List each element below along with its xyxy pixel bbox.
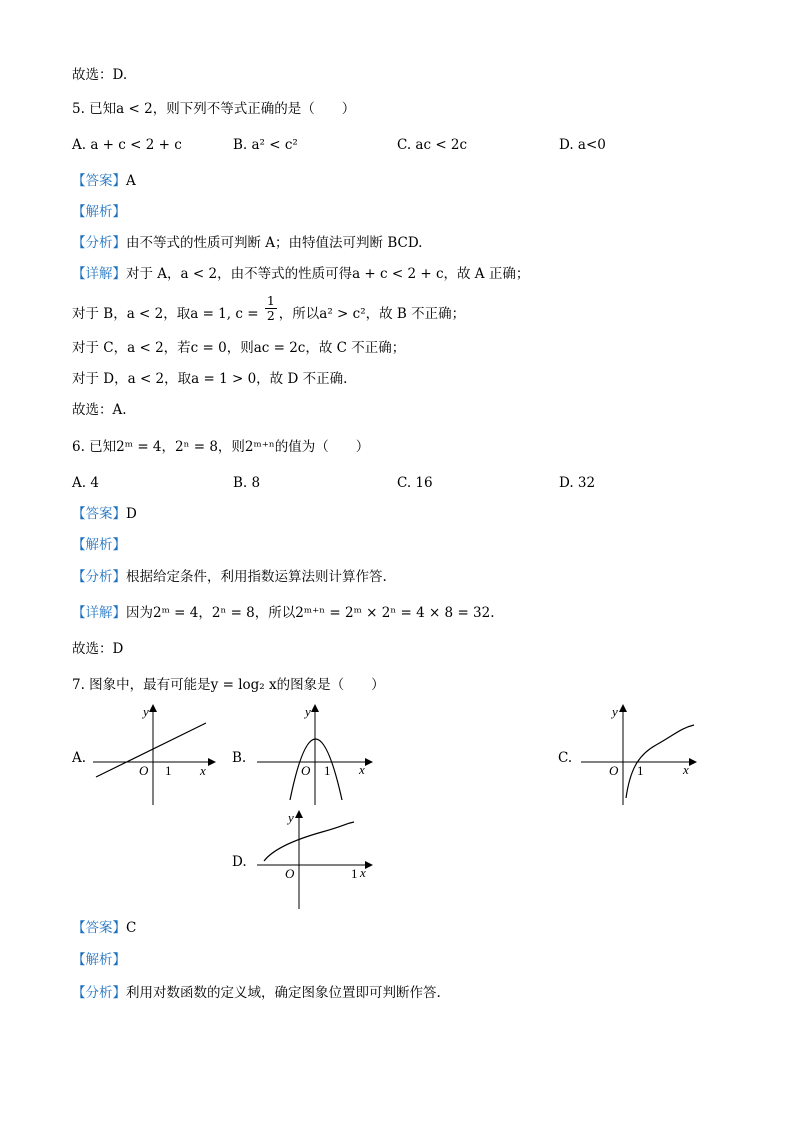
graph-b-x-label: x xyxy=(359,762,365,777)
fraction-numerator: 1 xyxy=(266,293,275,308)
graph-c-origin: O xyxy=(609,763,619,778)
q5-option-c: C. ac < 2c xyxy=(397,137,468,153)
xiangjie-tag: 【详解】 xyxy=(72,605,126,621)
graph-a-y-arrow xyxy=(149,704,157,712)
graph-b-x-arrow xyxy=(365,758,373,766)
fraction-one-half xyxy=(265,294,277,323)
fenxi-tag: 【分析】 xyxy=(72,569,126,585)
q5-analysis-heading: 【解析】 xyxy=(72,204,126,220)
graph-d-y-label: y xyxy=(288,810,294,825)
q6-analysis-heading: 【解析】 xyxy=(72,537,126,553)
q6-fenxi xyxy=(72,567,387,587)
graph-b-label: B. xyxy=(232,750,247,766)
graph-b-y-label: y xyxy=(305,704,311,719)
fenxi-text: 利用对数函数的定义域，确定图象位置即可判断作答. xyxy=(126,985,441,1001)
graph-a-curve xyxy=(96,723,206,777)
graph-d-origin: O xyxy=(285,866,295,881)
graph-c-y-arrow xyxy=(619,704,627,712)
fenxi-text: 根据给定条件，利用指数运算法则计算作答. xyxy=(126,569,387,585)
q5-stem: 5. 已知a < 2，则下列不等式正确的是（ ） xyxy=(72,101,356,117)
q6-option-a: A. 4 xyxy=(72,475,99,491)
q7-answer xyxy=(72,918,136,938)
q6-answer xyxy=(72,504,137,524)
answer-tag: 【答案】 xyxy=(72,506,126,522)
answer-value: C xyxy=(126,920,137,936)
xiangjie-text: 因为2ᵐ = 4，2ⁿ = 8，所以2ᵐ⁺ⁿ = 2ᵐ × 2ⁿ = 4 × 8 = 32. xyxy=(126,605,495,621)
graph-d-y-arrow xyxy=(295,810,303,818)
answer-tag: 【答案】 xyxy=(72,920,126,936)
xiangjie-tag: 【详解】 xyxy=(72,266,126,282)
graph-c xyxy=(576,700,701,810)
graph-d xyxy=(252,806,377,914)
q6-options xyxy=(72,473,732,493)
q5-case-c: 对于 C，a < 2，若c = 0，则ac = 2c，故 C 不正确； xyxy=(72,340,406,356)
graph-a-tick: 1 xyxy=(165,763,172,778)
q6-xiangjie xyxy=(72,603,495,623)
fenxi-text: 由不等式的性质可判断 A；由特值法可判断 BCD. xyxy=(126,235,423,251)
q7-stem: 7. 图象中，最有可能是y = log₂ x的图象是（ ） xyxy=(72,677,385,693)
graph-d-x-arrow xyxy=(365,861,373,869)
graph-b-y-arrow xyxy=(311,704,319,712)
graph-c-tick: 1 xyxy=(637,763,644,778)
graph-d-tick: 1 xyxy=(351,866,358,881)
q5-case-b xyxy=(72,293,466,330)
answer-value: D xyxy=(126,506,137,522)
q7-analysis-heading: 【解析】 xyxy=(72,952,126,968)
answer-tag: 【答案】 xyxy=(72,173,126,189)
q5-conclusion: 故选：A. xyxy=(72,402,127,418)
graph-a-x-label: x xyxy=(200,763,206,778)
graph-c-x-label: x xyxy=(683,762,689,777)
q5-case-d: 对于 D，a < 2，取a = 1 > 0，故 D 不正确. xyxy=(72,371,348,387)
graph-a-origin: O xyxy=(139,763,149,778)
q5-options xyxy=(72,135,732,155)
fenxi-tag: 【分析】 xyxy=(72,235,126,251)
case-b-post: ，所以a² > c²，故 B 不正确； xyxy=(278,306,466,322)
q6-option-c: C. 16 xyxy=(397,475,433,491)
q5-answer xyxy=(72,171,136,191)
graph-c-y-label: y xyxy=(612,704,618,719)
graph-b xyxy=(252,700,377,810)
q6-option-b: B. 8 xyxy=(233,475,261,491)
q5-option-a: A. a + c < 2 + c xyxy=(72,137,182,153)
fraction-denominator: 2 xyxy=(266,308,275,323)
q5-fenxi xyxy=(72,233,422,253)
graph-b-origin: O xyxy=(301,763,311,778)
graph-a-label: A. xyxy=(72,750,87,766)
graph-a-y-label: y xyxy=(143,704,149,719)
q4-conclusion: 故选：D. xyxy=(72,67,128,83)
case-b-pre: 对于 B，a < 2，取a = 1, c = xyxy=(72,306,259,322)
xiangjie-text: 对于 A，a < 2，由不等式的性质可得a + c < 2 + c，故 A 正确； xyxy=(126,266,530,282)
graph-d-curve xyxy=(264,822,354,861)
graph-c-x-arrow xyxy=(689,758,697,766)
graph-d-x-label: x xyxy=(360,865,366,880)
q5-option-b: B. a² < c² xyxy=(233,137,298,153)
fenxi-tag: 【分析】 xyxy=(72,985,126,1001)
graph-a xyxy=(88,700,218,810)
q7-fenxi xyxy=(72,983,441,1003)
graph-d-label: D. xyxy=(232,854,247,870)
q6-stem: 6. 已知2ᵐ = 4，2ⁿ = 8，则2ᵐ⁺ⁿ的值为（ ） xyxy=(72,439,370,455)
graph-b-tick: 1 xyxy=(324,763,331,778)
q5-xiangjie xyxy=(72,264,529,284)
graph-b-curve xyxy=(290,739,342,800)
graph-c-label: C. xyxy=(558,750,573,766)
q5-option-d: D. a<0 xyxy=(559,137,606,153)
graph-a-x-arrow xyxy=(208,758,216,766)
q6-conclusion: 故选：D xyxy=(72,641,124,657)
q6-option-d: D. 32 xyxy=(559,475,596,491)
answer-value: A xyxy=(126,173,136,189)
